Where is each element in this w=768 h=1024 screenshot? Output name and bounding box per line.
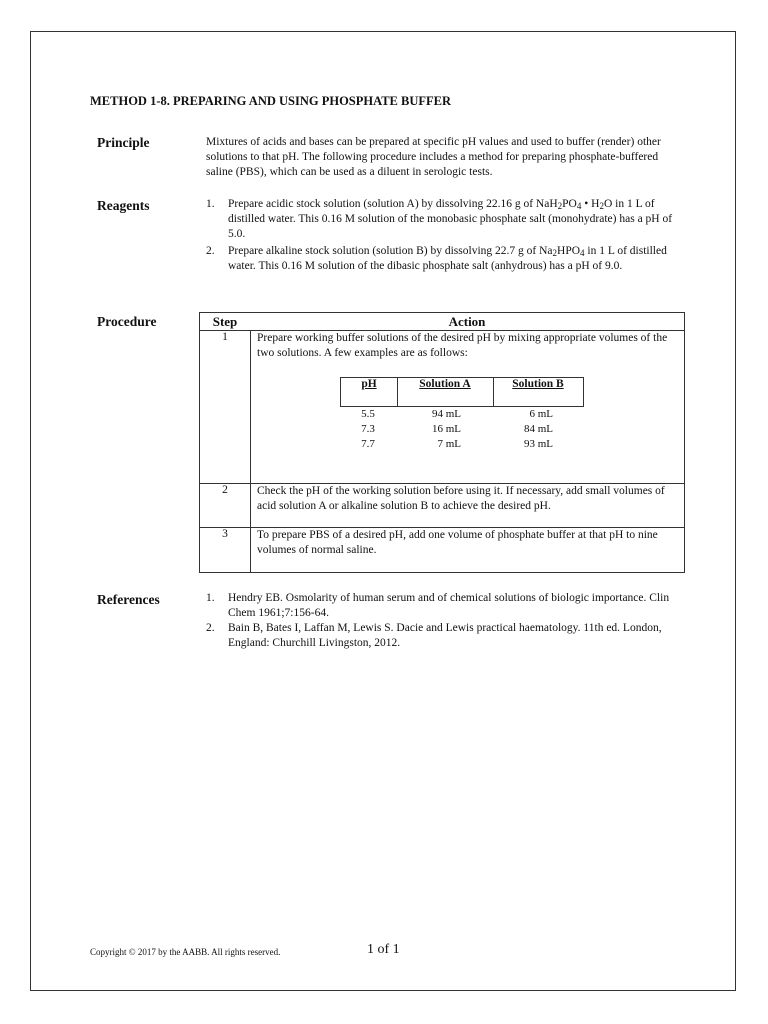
procedure-label: Procedure [97, 314, 157, 329]
page-number: 1 of 1 [367, 942, 400, 957]
reference-number: 2. [206, 622, 215, 634]
reference-text: Bain B, Bates I, Laffan M, Lewis S. Dacie and Lewis practical haematology. 11th ed. London, England: Churchill Livingston, 2012. [228, 622, 662, 649]
mix-column-solution-a: 94 mL 16 mL 7 mL [431, 408, 461, 450]
table-column-divider [250, 330, 251, 572]
principle-text: Mixtures of acids and bases can be prepared at specific pH values and used to buffer (render) other solutions to that pH. The following procedure includes a method for preparing phosphate-buffered saline (PBS), which can be used as a diluent in serologic tests. [206, 136, 661, 178]
reference-item-2 [206, 621, 678, 651]
step-column-header: Step [212, 314, 238, 329]
principle-label: Principle [97, 135, 150, 150]
reference-text: Hendry EB. Osmolarity of human serum and of chemical solutions of biologic importance. Clin Chem 1961;7:156-64. [228, 592, 670, 619]
reagents-list [206, 197, 678, 274]
mix-header-ph: pH [361, 378, 377, 390]
action-column-header: Action [448, 314, 486, 329]
mix-header-solution-a: Solution A [419, 378, 471, 390]
reference-item-1 [206, 591, 678, 621]
reagents-label: Reagents [97, 198, 150, 213]
reagent-number: 2. [206, 245, 215, 257]
step-action-text: Check the pH of the working solution before using it. If necessary, add small volumes of acid solution A or alkaline solution B to achieve the desired pH. [257, 485, 665, 512]
mix-table-header [340, 377, 584, 407]
reagent-item-2: 2. Prepare alkaline stock solution (solution B) by dissolving 22.7 g of $Na_2HPO_4$ in 1 L of distilled water. This 0.16 M solution of the dibasic phosphate salt (anhydrous) has a pH of 9.0. [206, 245, 667, 272]
step-action-text: Prepare working buffer solutions of the desired pH by mixing appropriate volumes of the two solutions. A few examples are as follows: [257, 332, 668, 359]
mix-header-solution-b: Solution B [512, 378, 564, 390]
mix-column-ph: 5.5 7.3 7.7 [361, 408, 375, 450]
references-list [206, 591, 678, 651]
step-number: 1 [222, 331, 228, 343]
reagent-item-1: 1. Prepare acidic stock solution (solution A) by dissolving 22.16 g of $NaH_2PO_4$ • $H_2O$ in 1 L of distilled water. This 0.16 M solution of the monobasic phosphate salt (monohydrate) has a pH of 5.0. [206, 198, 673, 240]
step-number: 3 [222, 528, 228, 540]
procedure-table [199, 312, 685, 573]
step-number: 2 [222, 484, 228, 496]
references-label: References [97, 592, 160, 607]
step-action-text: To prepare PBS of a desired pH, add one volume of phosphate buffer at that pH to nine volumes of normal saline. [257, 529, 658, 556]
copyright-notice: Copyright © 2017 by the AABB. All rights reserved. [90, 947, 281, 957]
document-title: METHOD 1-8. PREPARING AND USING PHOSPHATE BUFFER [90, 94, 452, 108]
reagent-number: 1. [206, 198, 215, 210]
mix-column-solution-b: 6 mL 84 mL 93 mL [523, 408, 553, 450]
reference-number: 1. [206, 592, 215, 604]
